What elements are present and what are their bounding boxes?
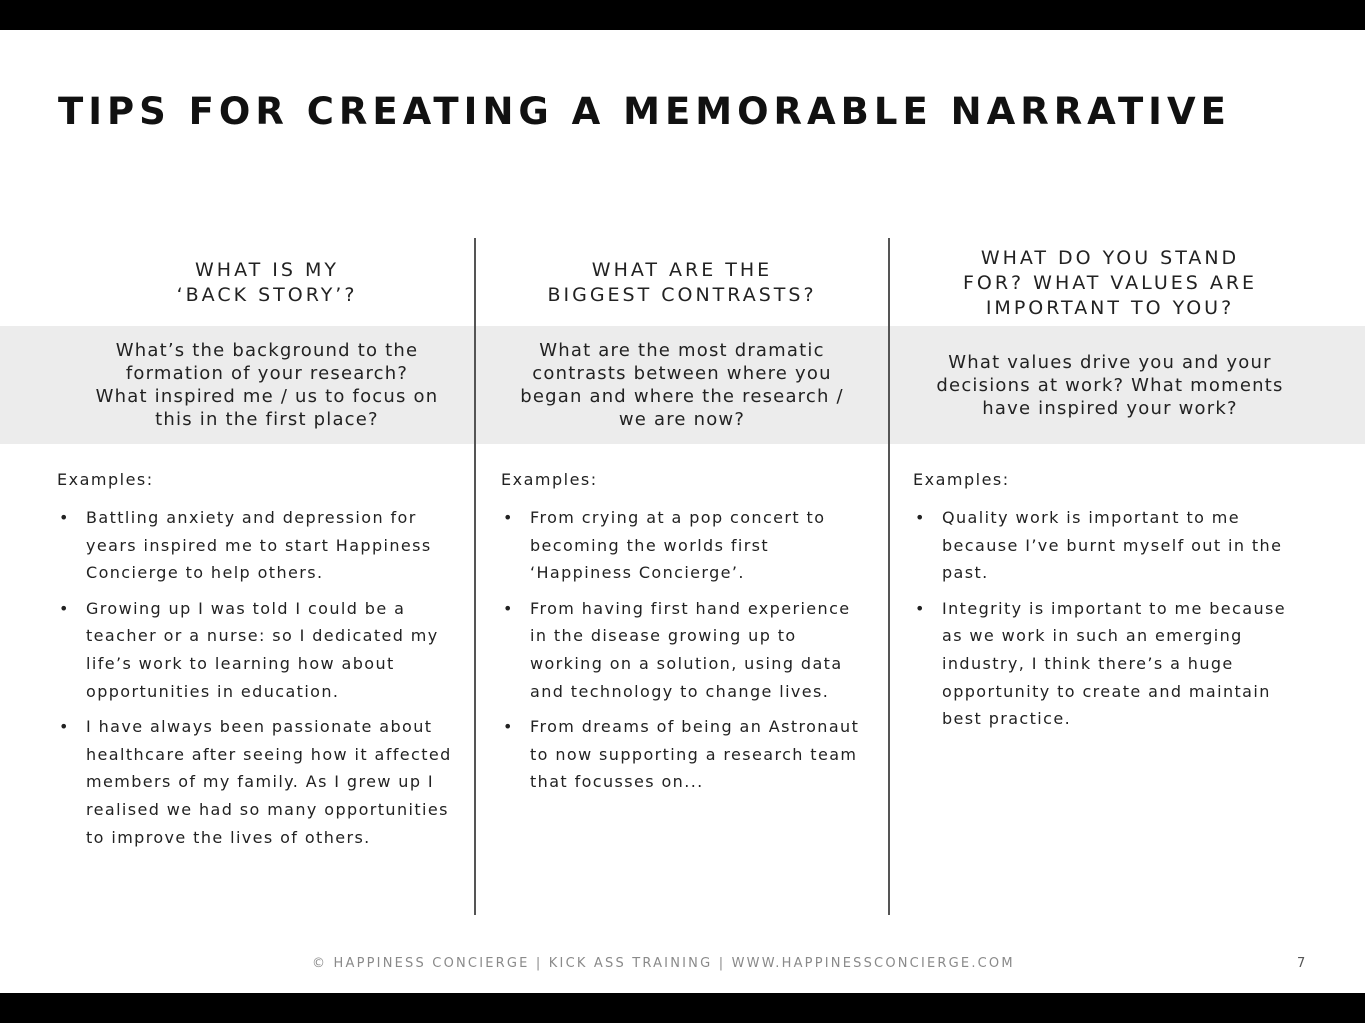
list-item: • From crying at a pop concert to becoming the worlds first ‘Happiness Concierge’. xyxy=(501,504,871,587)
list-item: • Integrity is important to me because as we work in such an emerging industry, I think there’s a huge opportunity to create and maintain best practice. xyxy=(913,595,1313,733)
top-letterbox-bar xyxy=(0,0,1365,30)
bullet-icon: • xyxy=(503,717,514,737)
list-item: • Quality work is important to me because I’ve burnt myself out in the past. xyxy=(913,504,1313,587)
list-item: • Growing up I was told I could be a teacher or a nurse: so I dedicated my life’s work to learning how about opportunities in education. xyxy=(57,595,457,705)
list-item: • From having first hand experience in the disease growing up to working on a solution, using data and technology to change lives. xyxy=(501,595,871,705)
page-number: 7 xyxy=(1297,956,1306,971)
slide-title: TIPS FOR CREATING A MEMORABLE NARRATIVE xyxy=(58,90,1231,133)
slide xyxy=(0,30,1365,993)
bullet-icon: • xyxy=(503,598,514,618)
column-3-question: What values drive you and your decisions at work? What moments have inspired your work? xyxy=(936,351,1284,419)
bullet-icon: • xyxy=(59,508,70,527)
list-item: • Battling anxiety and depression for years inspired me to start Happiness Concierge to help others. xyxy=(57,504,457,587)
list-item: • I have always been passionate about healthcare after seeing how it affected members of my family. As I grew up I realised we had so many opportunities to improve the lives of others. xyxy=(57,713,457,851)
bullet-icon: • xyxy=(915,508,926,527)
footer-credits: © HAPPINESS CONCIERGE | KICK ASS TRAINING | WWW.HAPPINESSCONCIERGE.COM xyxy=(312,956,1015,971)
column-3-heading: WHAT DO YOU STAND FOR? WHAT VALUES ARE IMPORTANT TO YOU? xyxy=(962,246,1258,319)
column-2-question: What are the most dramatic contrasts between where you began and where the research / we are now? xyxy=(520,340,844,430)
bullet-icon: • xyxy=(59,717,70,737)
bottom-letterbox-bar xyxy=(0,993,1365,1023)
column-1-examples-label: Examples: xyxy=(57,470,154,489)
list-item: • From dreams of being an Astronaut to now supporting a research team that focusses on... xyxy=(501,713,871,796)
column-3-examples-label: Examples: xyxy=(913,470,1010,489)
column-1-question: What’s the background to the formation of your research? What inspired me / us to focus on this in the first place? xyxy=(95,340,439,430)
column-1-heading: WHAT IS MY ‘BACK STORY’? xyxy=(176,259,358,306)
column-3-example-list xyxy=(913,504,1313,741)
column-2-heading: WHAT ARE THE BIGGEST CONTRASTS? xyxy=(547,259,817,306)
column-2-example-list xyxy=(501,504,871,804)
bullet-icon: • xyxy=(503,508,514,527)
bullet-icon: • xyxy=(915,598,926,618)
column-1-example-list xyxy=(57,504,457,859)
column-2-examples-label: Examples: xyxy=(501,470,598,489)
bullet-icon: • xyxy=(59,598,70,618)
